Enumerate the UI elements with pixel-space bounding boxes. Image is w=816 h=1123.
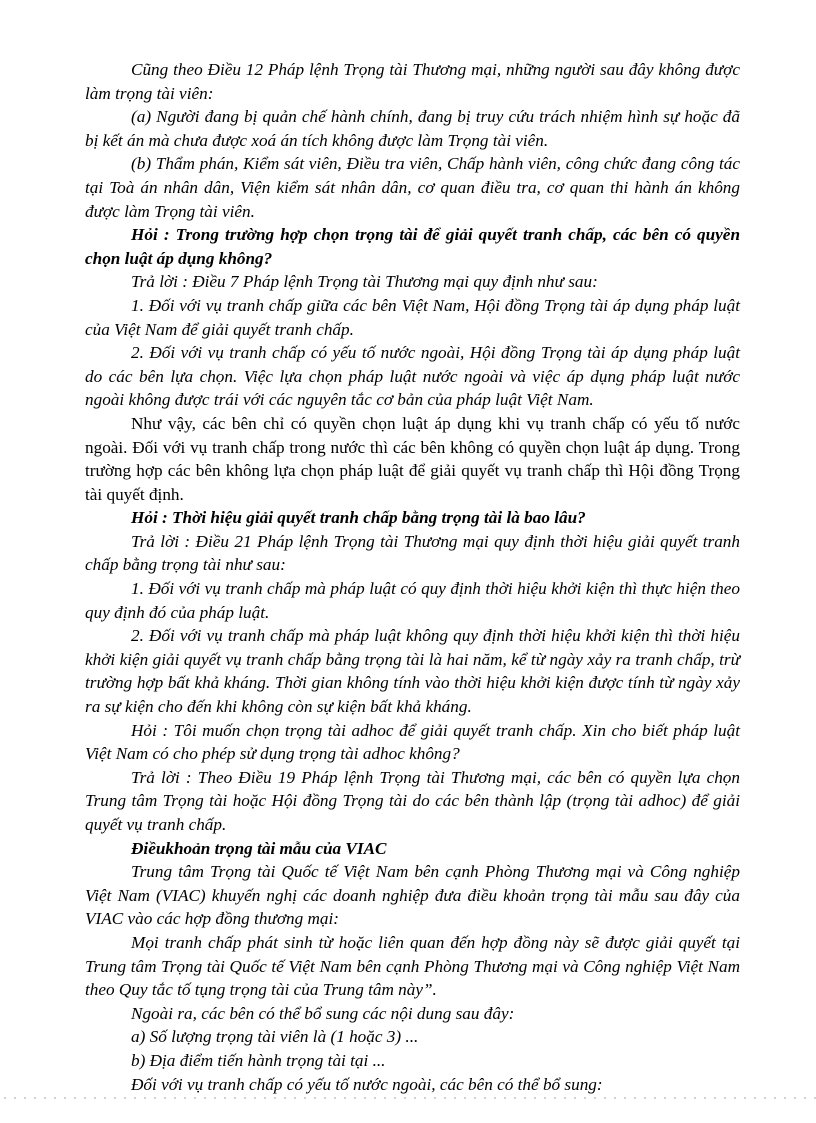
- page-bottom-dotted-line: [0, 1096, 816, 1100]
- answer-article-7: Trả lời : Điều 7 Pháp lệnh Trọng tài Thương mại quy định như sau:: [131, 272, 598, 292]
- paragraph-model-clause: Mọi tranh chấp phát sinh từ hoặc liên quan đến hợp đồng này sẽ được giải quyết tại Trung tâm Trọng tài Quốc tế Việt Nam bên cạnh Phòng Thương mại và Công nghiệp Việt Nam theo Quy tắc tố tụng trọng tài của Trung tâm này”.: [85, 932, 740, 1000]
- section-heading-viac-clause: Điềukhoản trọng tài mẫu của VIAC: [131, 838, 387, 858]
- answer-article-21: Trả lời : Điều 21 Pháp lệnh Trọng tài Thương mại quy định thời hiệu giải quyết tranh chấp bằng trọng tài như sau:: [85, 531, 740, 575]
- answer-article-19: Trả lời : Theo Điều 19 Pháp lệnh Trọng tài Thương mại, các bên có quyền lựa chọn Trung tâm Trọng tài hoặc Hội đồng Trọng tài do các bên thành lập (trọng tài adhoc) để giải quyết vụ tranh chấp.: [85, 767, 740, 834]
- paragraph-viac-recommendation: Trung tâm Trọng tài Quốc tế Việt Nam bên cạnh Phòng Thương mại và Công nghiệp Việt Nam (VIAC) khuyến nghị các doanh nghiệp đưa điều khoản trọng tài mẫu sau đây của VIAC vào các hợp đồng thương mại:: [85, 862, 740, 929]
- paragraph-additional-content: Ngoài ra, các bên có thể bổ sung các nội dung sau đây:: [131, 1003, 515, 1023]
- document-page: [85, 58, 740, 1096]
- paragraph-article-21-point-1: 1. Đối với vụ tranh chấp mà pháp luật có quy định thời hiệu khởi kiện thì thực hiện theo quy định đó của pháp luật.: [85, 579, 740, 622]
- question-heading-choice-of-law: Hỏi : Trong trường hợp chọn trọng tài để giải quyết tranh chấp, các bên có quyền chọn luật áp dụng không?: [85, 225, 740, 268]
- paragraph-foreign-element-additions: Đối với vụ tranh chấp có yếu tố nước ngoài, các bên có thể bổ sung:: [131, 1074, 603, 1094]
- paragraph-item-b: (b) Thẩm phán, Kiểm sát viên, Điều tra viên, Chấp hành viên, công chức đang công tác tại Toà án nhân dân, Viện kiểm sát nhân dân, cơ quan điều tra, cơ quan thi hành án không được làm Trọng tài viên.: [85, 154, 740, 221]
- list-item-number-of-arbitrators: a) Số lượng trọng tài viên là (1 hoặc 3) ...: [131, 1027, 419, 1047]
- paragraph-article-7-point-1: 1. Đối với vụ tranh chấp giữa các bên Việt Nam, Hội đồng Trọng tài áp dụng pháp luật của Việt Nam để giải quyết tranh chấp.: [85, 295, 740, 339]
- paragraph-item-a: (a) Người đang bị quản chế hành chính, đang bị truy cứu trách nhiệm hình sự hoặc đã bị kết án mà chưa được xoá án tích không được làm Trọng tài viên.: [85, 107, 740, 150]
- paragraph-arbitrator-ineligibility: Cũng theo Điều 12 Pháp lệnh Trọng tài Thương mại, những người sau đây không được làm trọng tài viên:: [85, 60, 740, 103]
- paragraph-conclusion-choice-of-law: Như vậy, các bên chỉ có quyền chọn luật áp dụng khi vụ tranh chấp có yếu tố nước ngoài. Đối với vụ tranh chấp trong nước thì các bên không có quyền chọn luật áp dụng. Trong trường hợp các bên không lựa chọn pháp luật để giải quyết vụ tranh chấp thì Hội đồng Trọng tài quyết định.: [85, 413, 740, 504]
- question-adhoc-arbitration: Hỏi : Tôi muốn chọn trọng tài adhoc để giải quyết tranh chấp. Xin cho biết pháp luật Việt Nam có cho phép sử dụng trọng tài adhoc không?: [85, 720, 740, 764]
- paragraph-article-7-point-2: 2. Đối với vụ tranh chấp có yếu tố nước ngoài, Hội đồng Trọng tài áp dụng pháp luật do các bên lựa chọn. Việc lựa chọn pháp luật nước ngoài và việc áp dụng pháp luật nước ngoài không được trái với các nguyên tắc cơ bản của pháp luật Việt Nam.: [85, 343, 740, 410]
- paragraph-article-21-point-2: 2. Đối với vụ tranh chấp mà pháp luật không quy định thời hiệu khởi kiện thì thời hiệu khởi kiện giải quyết vụ tranh chấp bằng trọng tài là hai năm, kể từ ngày xảy ra tranh chấp, trừ trường hợp bất khả kháng. Thời gian không tính vào thời hiệu khởi kiện được tính từ ngày xảy ra sự kiện cho đến khi không còn sự kiện bất khả kháng.: [85, 626, 740, 717]
- list-item-arbitration-venue: b) Địa điểm tiến hành trọng tài tại ...: [131, 1050, 386, 1070]
- question-heading-limitation-period: Hỏi : Thời hiệu giải quyết tranh chấp bằng trọng tài là bao lâu?: [131, 508, 586, 528]
